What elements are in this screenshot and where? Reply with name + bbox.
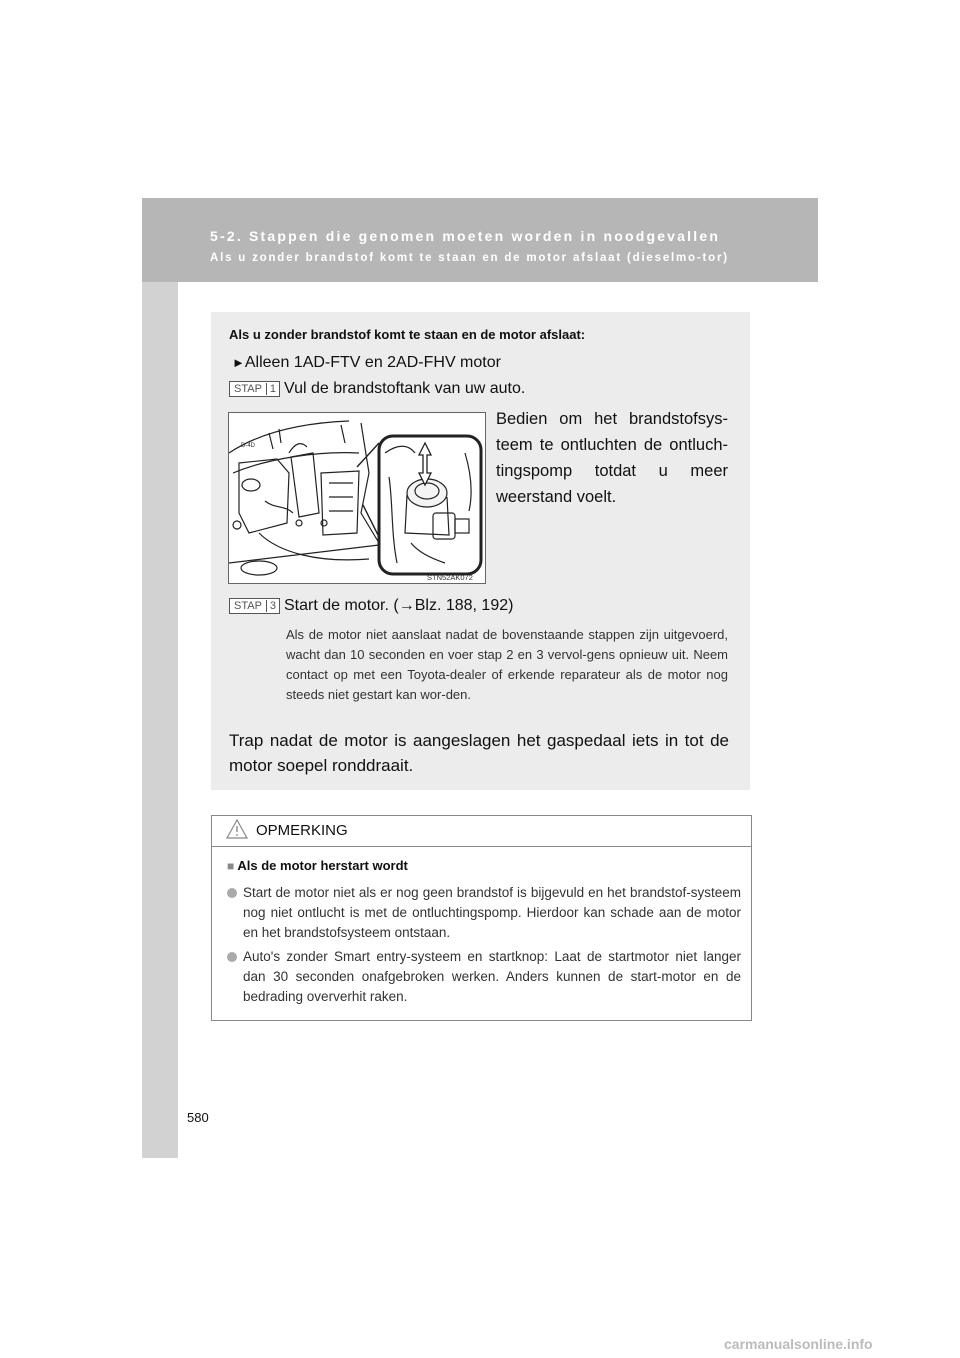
notice-header [212, 816, 751, 847]
step-3-note: Als de motor niet aanslaat nadat de bovenstaande stappen zijn uitgevoerd, wacht dan 10 seconden en voer stap 2 en 3 vervol-gens opnieuw uit. Neem contact op met een Toyota-dealer of erkende reparateur als de motor nog steeds niet gestart kan wor-den. [286, 627, 728, 702]
figure-code: STN52AK072 [427, 573, 473, 582]
step-1-text: Vul de brandstoftank van uw auto. [284, 380, 526, 397]
closing-instruction: Trap nadat de motor is aangeslagen het gaspedaal iets in tot de motor soepel ronddraait. [229, 731, 729, 775]
notice-bullet-2: Auto's zonder Smart entry-systeem en startknop: Laat de startmotor niet langer dan 30 seconden onafgebroken werken. Anders kunnen de start-motor en de bedrading oververhit raken. [227, 947, 741, 1007]
notice-heading [227, 858, 408, 873]
watermark: carmanualsonline.info [724, 1336, 873, 1352]
bullet-dot-icon [227, 952, 237, 962]
bullet-dot-icon [227, 888, 237, 898]
notice-bullet-1: Start de motor niet als er nog geen brandstof is bijgevuld en het brandstof-systeem nog niet ontlucht is met de ontluchtingspomp. Hierdoor kan schade aan de motor en het brandstofsysteem ontstaan. [227, 883, 741, 943]
notice-title: OPMERKING [256, 822, 348, 839]
procedure-heading: Als u zonder brandstof komt te staan en de motor afslaat: [229, 327, 586, 342]
variant-text: Alleen 1AD-FTV en 2AD-FHV motor [244, 354, 501, 371]
subsection-title: Als u zonder brandstof komt te staan en de motor afslaat (dieselmo-tor) [210, 252, 729, 264]
heading-square-icon: ■ [227, 859, 235, 873]
engine-illustration-svg [229, 413, 485, 583]
notice-box [211, 815, 752, 1021]
warning-triangle-icon [226, 819, 248, 839]
engine-badge-label: D-4D [241, 443, 256, 449]
engine-variant [232, 354, 501, 372]
step-1-badge: STAP 1 [229, 381, 280, 397]
page-number: 580 [187, 1110, 209, 1125]
step-2-text: Bedien om het brandstofsys-teem te ontluchten de ontluch-tingspomp totdat u meer weerstand voelt. [496, 410, 728, 506]
step-3-text: Start de motor. (→Blz. 188, 192) [284, 597, 514, 614]
variant-marker-icon: ► [232, 355, 245, 370]
notice-heading-text: Als de motor herstart wordt [237, 858, 408, 873]
engine-bay-illustration [228, 412, 486, 584]
step-3-badge: STAP 3 [229, 598, 280, 614]
page-sidebar [142, 198, 178, 1158]
section-title: 5-2. Stappen die genomen moeten worden in noodgevallen [210, 228, 721, 244]
